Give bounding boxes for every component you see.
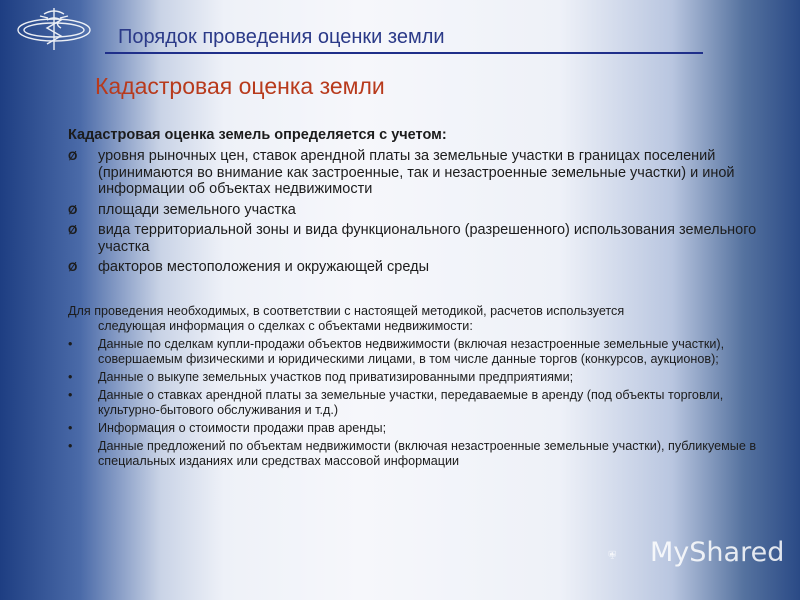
- info-item: [68, 388, 758, 418]
- factor-text: уровня рыночных цен, ставок арендной платы за земельные участки в границах поселений (принимаются во внимание как застроенные, так и незастроенные земельные участки) и иной информации об объектах недвижимости: [98, 148, 735, 197]
- factor-text: вида территориальной зоны и вида функционального (разрешенного) использования земельного участка: [98, 222, 757, 255]
- arrow-bullet-icon: Ø: [68, 149, 78, 163]
- info-text: Информация о стоимости продажи прав аренды;: [98, 421, 387, 435]
- info-list: [68, 337, 758, 472]
- dot-bullet-icon: •: [68, 439, 73, 453]
- arrow-bullet-icon: Ø: [68, 202, 78, 217]
- caduceus-emblem-icon: [12, 4, 96, 52]
- info-text: Данные предложений по объектам недвижимости (включая незастроенные земельные участки), публикуемые в специальных изданиях или средствах массовой информации: [98, 439, 757, 468]
- header-title: Порядок проведения оценки земли: [118, 26, 445, 48]
- dot-bullet-icon: •: [68, 370, 73, 384]
- factor-item: [68, 148, 776, 198]
- intro-line: следующая информация о сделках с объектами недвижимости:: [98, 319, 473, 333]
- watermark-text: MyShared: [650, 537, 785, 568]
- presentation-board-icon: [608, 536, 648, 574]
- dot-bullet-icon: •: [68, 388, 73, 402]
- factor-item: [68, 222, 776, 255]
- factor-text: площади земельного участка: [98, 201, 296, 218]
- arrow-bullet-icon: Ø: [68, 223, 78, 237]
- factor-item: [68, 202, 776, 219]
- info-text: Данные по сделкам купли-продажи объектов недвижимости (включая незастроенные земельные участки), совершаемым физическими и юридическими лицами, в том числе данные торгов (конкурсов, аукционов);: [98, 337, 725, 366]
- factor-item: [68, 259, 776, 276]
- lead-text: Кадастровая оценка земель определяется с учетом:: [68, 127, 447, 143]
- info-item: [68, 439, 758, 469]
- info-item: [68, 421, 758, 436]
- intro-line: Для проведения необходимых, в соответствии с настоящей методикой, расчетов используется: [68, 304, 625, 318]
- dot-bullet-icon: •: [68, 337, 73, 351]
- info-item: [68, 370, 758, 385]
- factor-list: [68, 148, 776, 280]
- info-text: Данные о ставках арендной платы за земельные участки, передаваемые в аренду (под объекты торговли, культурно-бытового обслуживания и т.д.): [98, 388, 724, 417]
- intro-paragraph: [68, 304, 778, 334]
- header-divider: [105, 52, 703, 54]
- dot-bullet-icon: •: [68, 421, 73, 435]
- info-text: Данные о выкупе земельных участков под приватизированными предприятиями;: [98, 370, 574, 384]
- factor-text: факторов местоположения и окружающей среды: [98, 259, 429, 275]
- info-item: [68, 337, 758, 367]
- slide-title: Кадастровая оценка земли: [95, 73, 385, 99]
- arrow-bullet-icon: Ø: [68, 260, 78, 274]
